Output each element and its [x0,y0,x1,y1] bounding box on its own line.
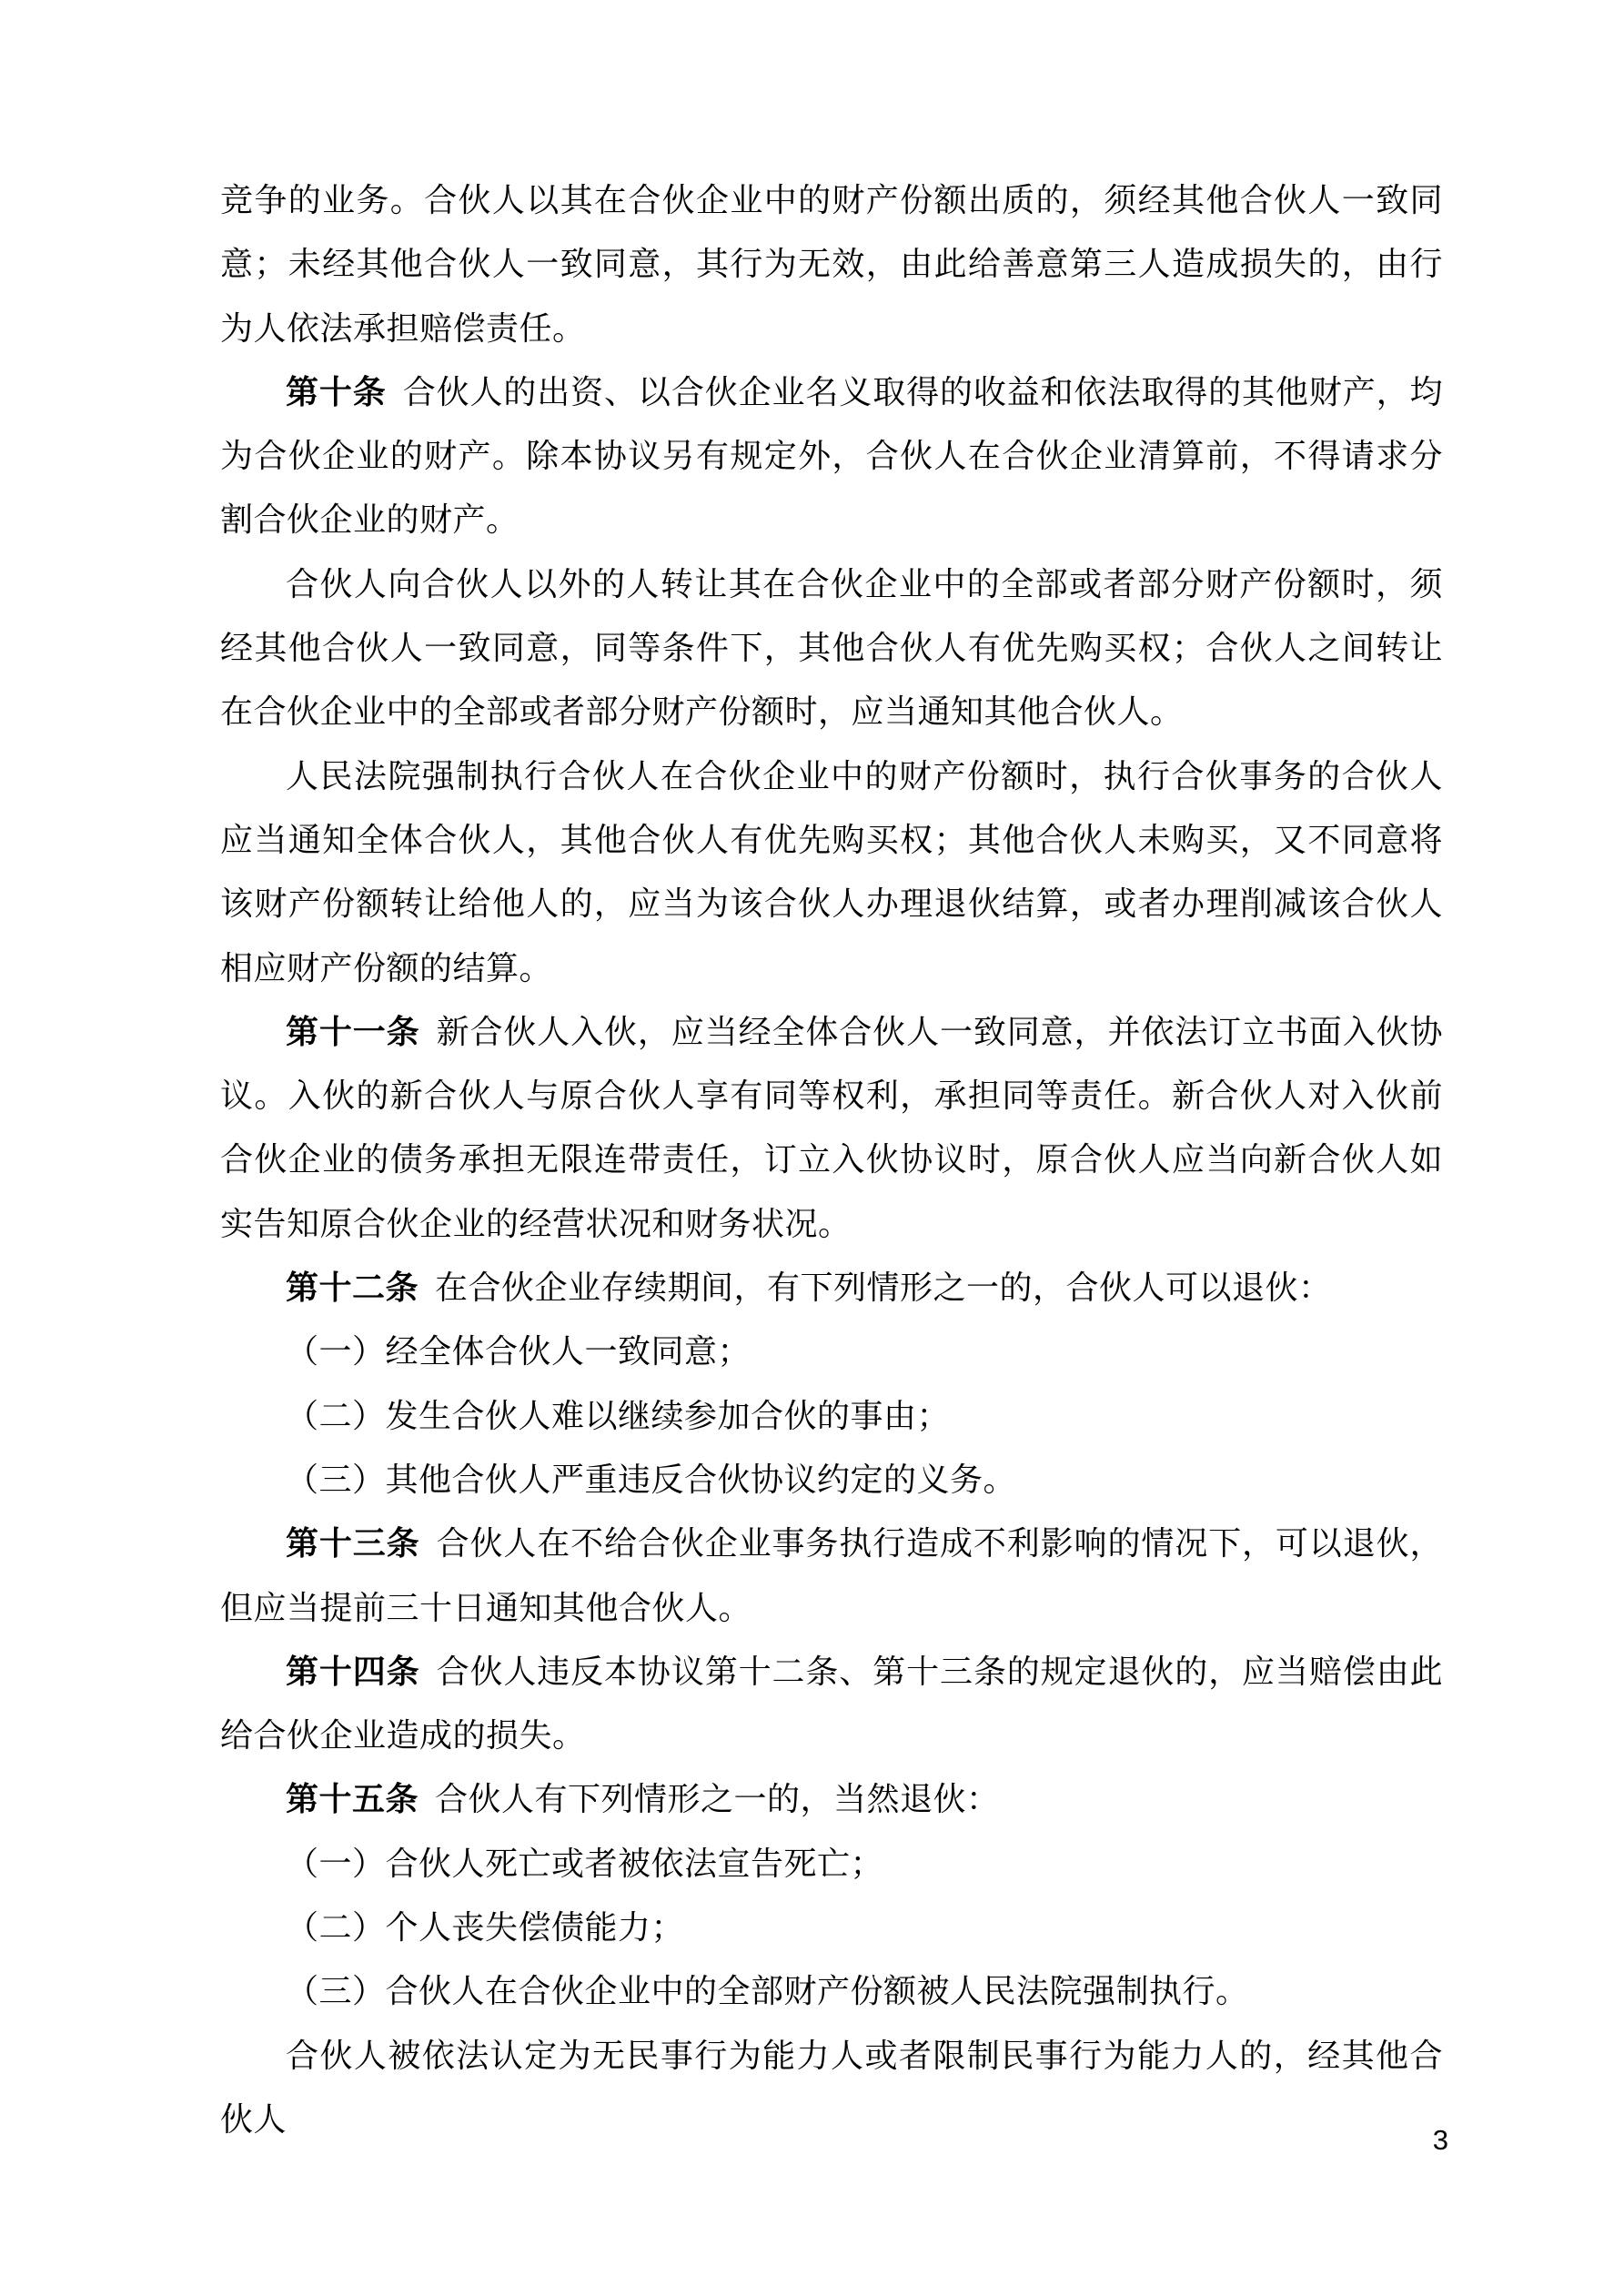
text-run: 合伙人被依法认定为无民事行为能力人或者限制民事行为能力人的，经其他合伙人 [220,2037,1443,2138]
paragraph-9 [220,1448,1443,1512]
article-number-label: 第十二条 [286,1269,419,1307]
text-run: 新合伙人入伙，应当经全体合伙人一致同意，并依法订立书面入伙协议。入伙的新合伙人与原合伙人享有同等权利，承担同等责任。新合伙人对入伙前合伙企业的债务承担无限连带责任，订立入伙协议时，原合伙人应当向新合伙人如实告知原合伙企业的经营状况和财务状况。 [220,1013,1443,1242]
article-number-label: 第十三条 [286,1525,420,1563]
article-number-label: 第十条 [286,373,387,410]
text-run: 竞争的业务。合伙人以其在合伙企业中的财产份额出质的，须经其他合伙人一致同意；未经其他合伙人一致同意，其行为无效，由此给善意第三人造成损失的，由行为人依法承担赔偿责任。 [220,182,1443,347]
paragraph-12 [220,1767,1443,1831]
article-number-label: 第十五条 [286,1781,419,1818]
paragraph-13 [220,1832,1443,1896]
article-number-label: 第十一条 [286,1013,420,1050]
paragraph-8 [220,1384,1443,1448]
text-run: （三）合伙人在合伙企业中的全部财产份额被人民法院强制执行。 [286,1973,1249,2010]
paragraph-14 [220,1896,1443,1959]
paragraph-2 [220,360,1443,552]
text-run: 在合伙企业存续期间，有下列情形之一的，合伙人可以退伙： [435,1269,1332,1307]
text-run: 合伙人违反本协议第十二条、第十三条的规定退伙的，应当赔偿由此给合伙企业造成的损失。 [220,1653,1443,1755]
paragraph-5 [220,1000,1443,1256]
text-run: （一）经全体合伙人一致同意； [286,1333,751,1371]
text-run: 人民法院强制执行合伙人在合伙企业中的财产份额时，执行合伙事务的合伙人应当通知全体合伙人，其他合伙人有优先购买权；其他合伙人未购买，又不同意将该财产份额转让给他人的，应当为该合伙人办理退伙结算，或者办理削减该合伙人相应财产份额的结算。 [220,757,1443,986]
text-run: 合伙人的出资、以合伙企业名义取得的收益和依法取得的其他财产，均为合伙企业的财产。除本协议另有规定外，合伙人在合伙企业清算前，不得请求分割合伙企业的财产。 [220,373,1443,539]
text-run: 合伙人在不给合伙企业事务执行造成不利影响的情况下，可以退伙，但应当提前三十日通知其他合伙人。 [220,1525,1443,1626]
paragraph-6 [220,1256,1443,1320]
text-run: （三）其他合伙人严重违反合伙协议约定的义务。 [286,1461,1017,1498]
paragraph-11 [220,1640,1443,1768]
page-footer [220,2122,1448,2159]
paragraph-3 [220,552,1443,744]
text-run: （二）发生合伙人难以继续参加合伙的事由； [286,1397,951,1434]
text-run: 合伙人有下列情形之一的，当然退伙： [435,1781,1000,1818]
text-run: （一）合伙人死亡或者被依法宣告死亡； [286,1845,884,1882]
page-number: 3 [1432,2124,1448,2156]
text-run: （二）个人丧失偿债能力； [286,1909,685,1947]
paragraph-1 [220,168,1443,360]
paragraph-7 [220,1320,1443,1383]
paragraph-4 [220,744,1443,1000]
article-number-label: 第十四条 [286,1653,420,1690]
paragraph-15 [220,1959,1443,2023]
text-run: 合伙人向合伙人以外的人转让其在合伙企业中的全部或者部分财产份额时，须经其他合伙人一致同意，同等条件下，其他合伙人有优先购买权；合伙人之间转让在合伙企业中的全部或者部分财产份额时，应当通知其他合伙人。 [220,565,1443,731]
document-body [220,168,1443,2151]
paragraph-10 [220,1512,1443,1640]
